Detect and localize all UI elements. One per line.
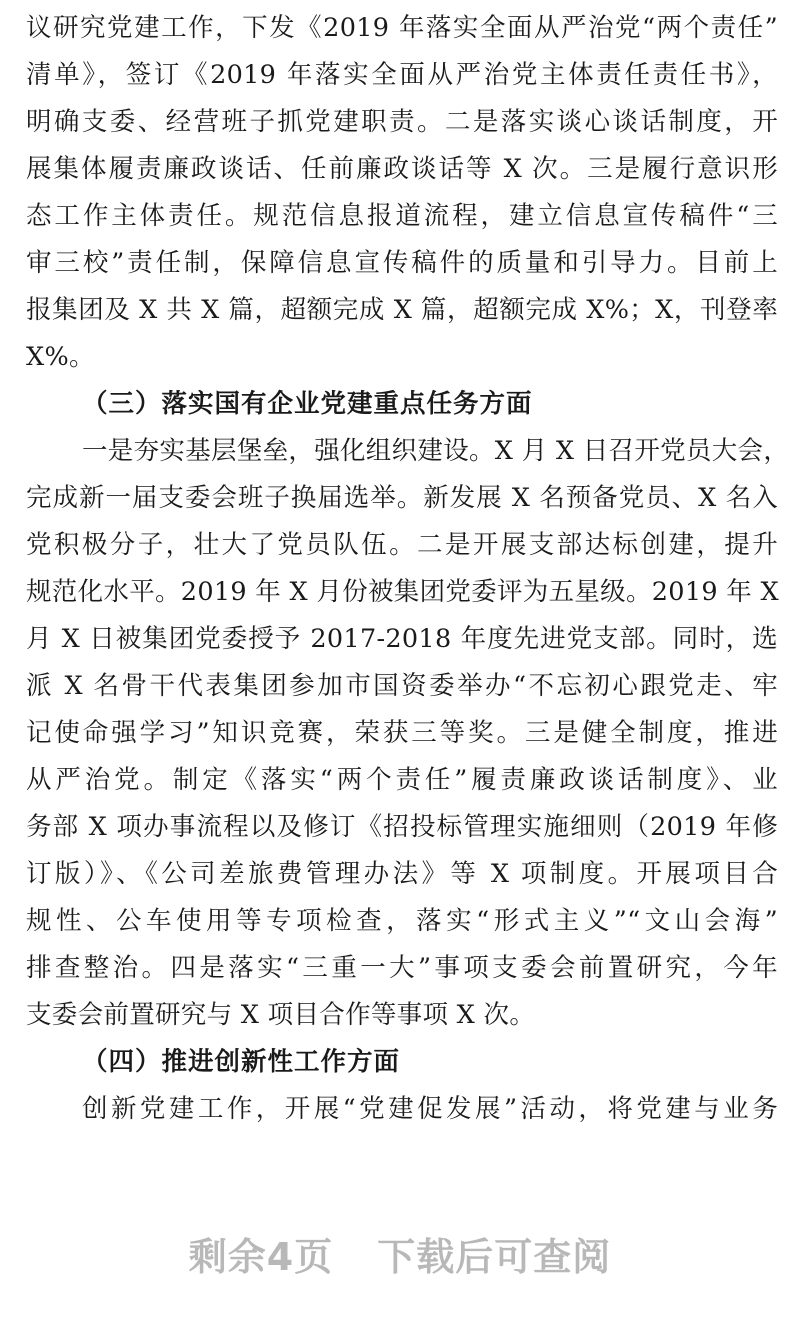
paragraph-line: 一是夯实基层堡垒，强化组织建设。X 月 X 日召开党员大会， xyxy=(82,436,790,466)
section-heading-4: （四）推进创新性工作方面 xyxy=(82,1047,401,1077)
paragraph-line: 规范化水平。2019 年 X 月份被集团党委评为五星级。2019 年 X xyxy=(26,577,779,607)
paragraph-line: 审三校”责任制，保障信息宣传稿件的质量和引导力。目前上 xyxy=(26,248,778,278)
paragraph-line: 月 X 日被集团党委授予 2017-2018 年度先进党支部。同时，选 xyxy=(26,624,778,654)
paragraph-line: 支委会前置研究与 X 项目合作等事项 X 次。 xyxy=(26,1000,536,1030)
paragraph-line: 派 X 名骨干代表集团参加市国资委举办“不忘初心跟党走、牢 xyxy=(26,671,778,701)
paragraph-line: 态工作主体责任。规范信息报道流程，建立信息宣传稿件“三 xyxy=(26,201,778,231)
remaining-pages-label: 剩余4页 xyxy=(188,1235,334,1279)
paragraph-line: 党积极分子，壮大了党员队伍。二是开展支部达标创建，提升 xyxy=(26,530,778,560)
section-heading-3: （三）落实国有企业党建重点任务方面 xyxy=(82,389,533,419)
paragraph-line: X%。 xyxy=(26,342,95,372)
paragraph-line: 完成新一届支委会班子换届选举。新发展 X 名预备党员、X 名入 xyxy=(26,483,778,513)
paragraph-line: 记使命强学习”知识竞赛，荣获三等奖。三是健全制度，推进 xyxy=(26,718,778,748)
download-banner[interactable] xyxy=(0,1226,800,1286)
paragraph-line: 排查整治。四是落实“三重一大”事项支委会前置研究，今年 xyxy=(26,953,778,983)
paragraph-line: 展集体履责廉政谈话、任前廉政谈话等 X 次。三是履行意识形 xyxy=(26,154,778,184)
paragraph-line: 订版）》、《公司差旅费管理办法》等 X 项制度。开展项目合 xyxy=(26,859,778,889)
paragraph-line: 议研究党建工作，下发《2019 年落实全面从严治党“两个责任” xyxy=(26,13,778,43)
paragraph-line: 创新党建工作，开展“党建促发展”活动，将党建与业务 xyxy=(82,1094,778,1124)
paragraph-line: 规性、公车使用等专项检查，落实“形式主义”“文山会海” xyxy=(26,906,778,936)
download-to-view-label: 下载后可查阅 xyxy=(377,1235,612,1279)
paragraph-line: 从严治党。制定《落实“两个责任”履责廉政谈话制度》、业 xyxy=(26,765,778,795)
paragraph-line: 明确支委、经营班子抓党建职责。二是落实谈心谈话制度，开 xyxy=(26,107,778,137)
paragraph-line: 报集团及 X 共 X 篇，超额完成 X 篇，超额完成 X%；X，刊登率 xyxy=(26,295,778,325)
paragraph-line: 务部 X 项办事流程以及修订《招投标管理实施细则（2019 年修 xyxy=(26,812,778,842)
paragraph-line: 清单》，签订《2019 年落实全面从严治党主体责任责任书》， xyxy=(26,60,778,90)
